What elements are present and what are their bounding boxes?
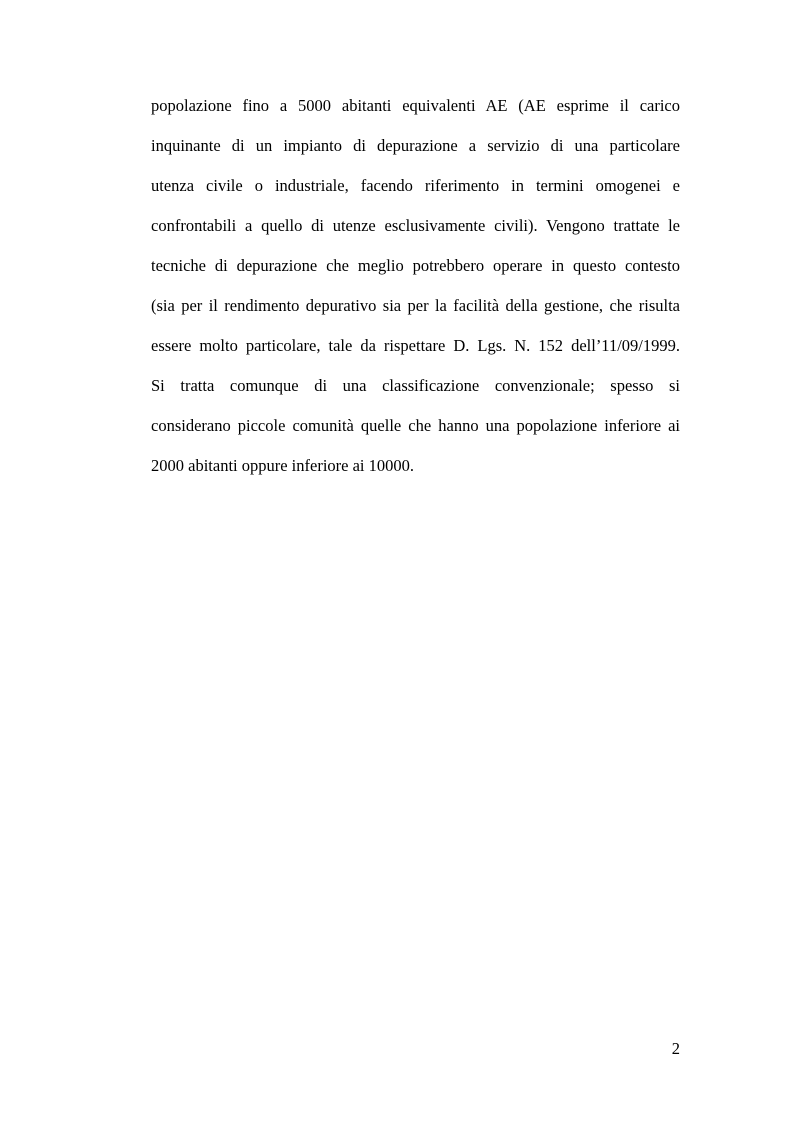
paragraph-line: Si tratta comunque di una classificazione convenzionale; spesso si — [151, 376, 680, 395]
paragraph-line: confrontabili a quello di utenze esclusivamente civili). Vengono trattate le — [151, 216, 680, 235]
paragraph-line: essere molto particolare, tale da rispettare D. Lgs. N. 152 dell’11/09/1999. — [151, 336, 680, 355]
page-number: 2 — [671, 1039, 680, 1058]
paragraph-line: utenza civile o industriale, facendo riferimento in termini omogenei e — [151, 176, 680, 195]
body-paragraph — [151, 93, 680, 493]
paragraph-line: tecniche di depurazione che meglio potrebbero operare in questo contesto — [151, 256, 680, 275]
paragraph-line: popolazione fino a 5000 abitanti equivalenti AE (AE esprime il carico — [151, 96, 680, 115]
paragraph-line: (sia per il rendimento depurativo sia per la facilità della gestione, che risulta — [151, 296, 680, 315]
paragraph-line: 2000 abitanti oppure inferiore ai 10000. — [151, 456, 415, 475]
paragraph-line: considerano piccole comunità quelle che hanno una popolazione inferiore ai — [151, 416, 680, 435]
paragraph-line: inquinante di un impianto di depurazione a servizio di una particolare — [151, 136, 680, 155]
